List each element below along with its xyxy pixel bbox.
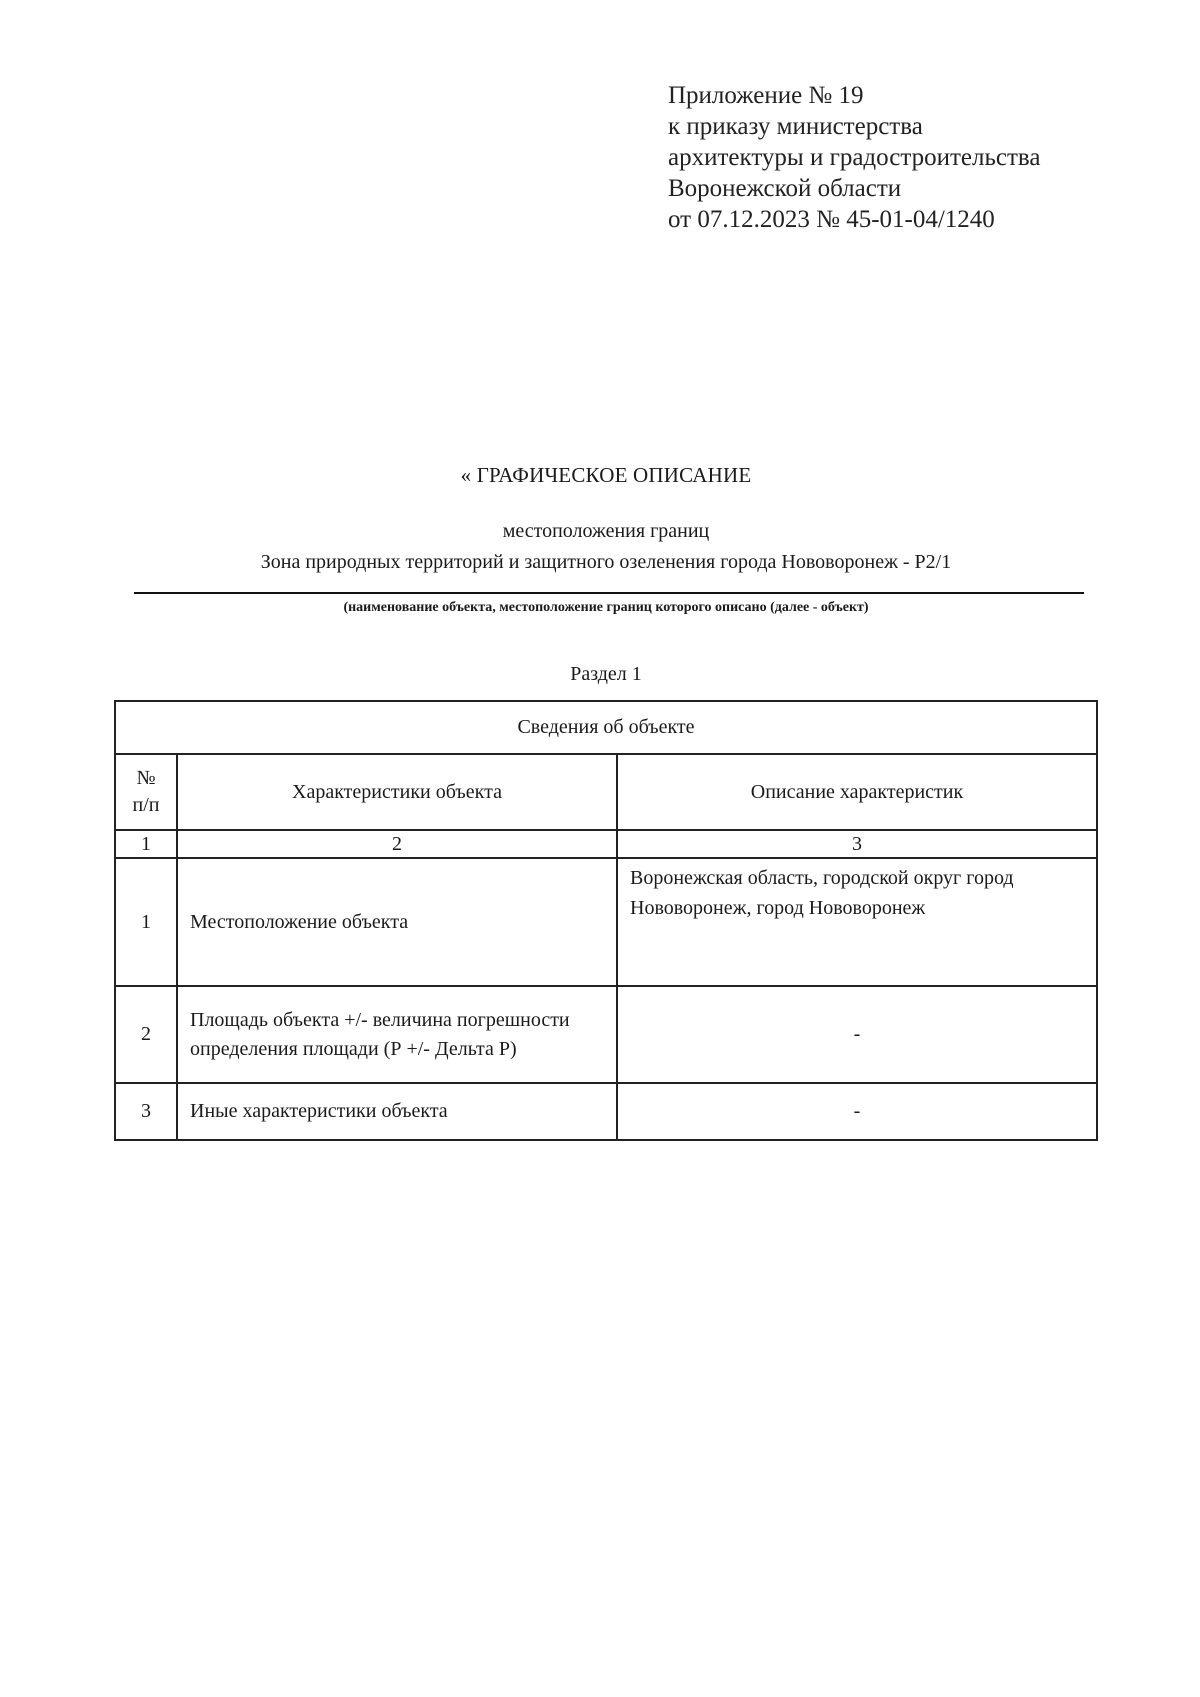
object-name-caption: (наименование объекта, местоположение границ которого описано (далее - объект) (343, 600, 869, 615)
column-header-number (115, 754, 177, 830)
object-name: Зона природных территорий и защитного озеленения города Нововоронеж - Р2/1 (260, 551, 952, 573)
appendix-order-date: от 07.12.2023 № 45-01-04/1240 (668, 206, 995, 233)
row-description: - (617, 986, 1097, 1083)
object-info-table (114, 700, 1098, 1141)
column-header-description: Описание характеристик (617, 754, 1097, 830)
row-characteristic: Иные характеристики объекта (177, 1083, 617, 1140)
table-column-index-row (115, 830, 1097, 858)
row-number: 3 (115, 1083, 177, 1140)
column-index: 2 (177, 830, 617, 858)
appendix-region: Воронежской области (668, 175, 902, 202)
column-header-characteristic: Характеристики объекта (177, 754, 617, 830)
table-heading: Сведения об объекте (115, 701, 1097, 754)
row-number: 2 (115, 986, 177, 1083)
appendix-number: Приложение № 19 (668, 82, 864, 109)
column-header-number-line1: № (136, 767, 156, 789)
document-title: « ГРАФИЧЕСКОЕ ОПИСАНИЕ (460, 463, 752, 487)
table-row (115, 1083, 1097, 1140)
row-description: - (617, 1083, 1097, 1140)
table-heading-row (115, 701, 1097, 754)
table-column-headers (115, 754, 1097, 830)
appendix-ministry: архитектуры и градостроительства (668, 144, 1041, 171)
row-description: Воронежская область, городской округ город Нововоронеж, город Нововоронеж (617, 858, 1097, 986)
document-subtitle: местоположения границ (502, 520, 710, 542)
column-index: 1 (115, 830, 177, 858)
table-row (115, 858, 1097, 986)
row-characteristic: Местоположение объекта (177, 858, 617, 986)
row-characteristic: Площадь объекта +/- величина погрешности определения площади (Р +/- Дельта Р) (177, 986, 617, 1083)
row-number: 1 (115, 858, 177, 986)
object-name-underline (134, 592, 1084, 594)
section-title: Раздел 1 (570, 663, 642, 685)
appendix-order-ref: к приказу министерства (668, 113, 923, 140)
table-row (115, 986, 1097, 1083)
appendix-header (668, 80, 1040, 235)
column-index: 3 (617, 830, 1097, 858)
column-header-number-line2: п/п (132, 794, 160, 816)
